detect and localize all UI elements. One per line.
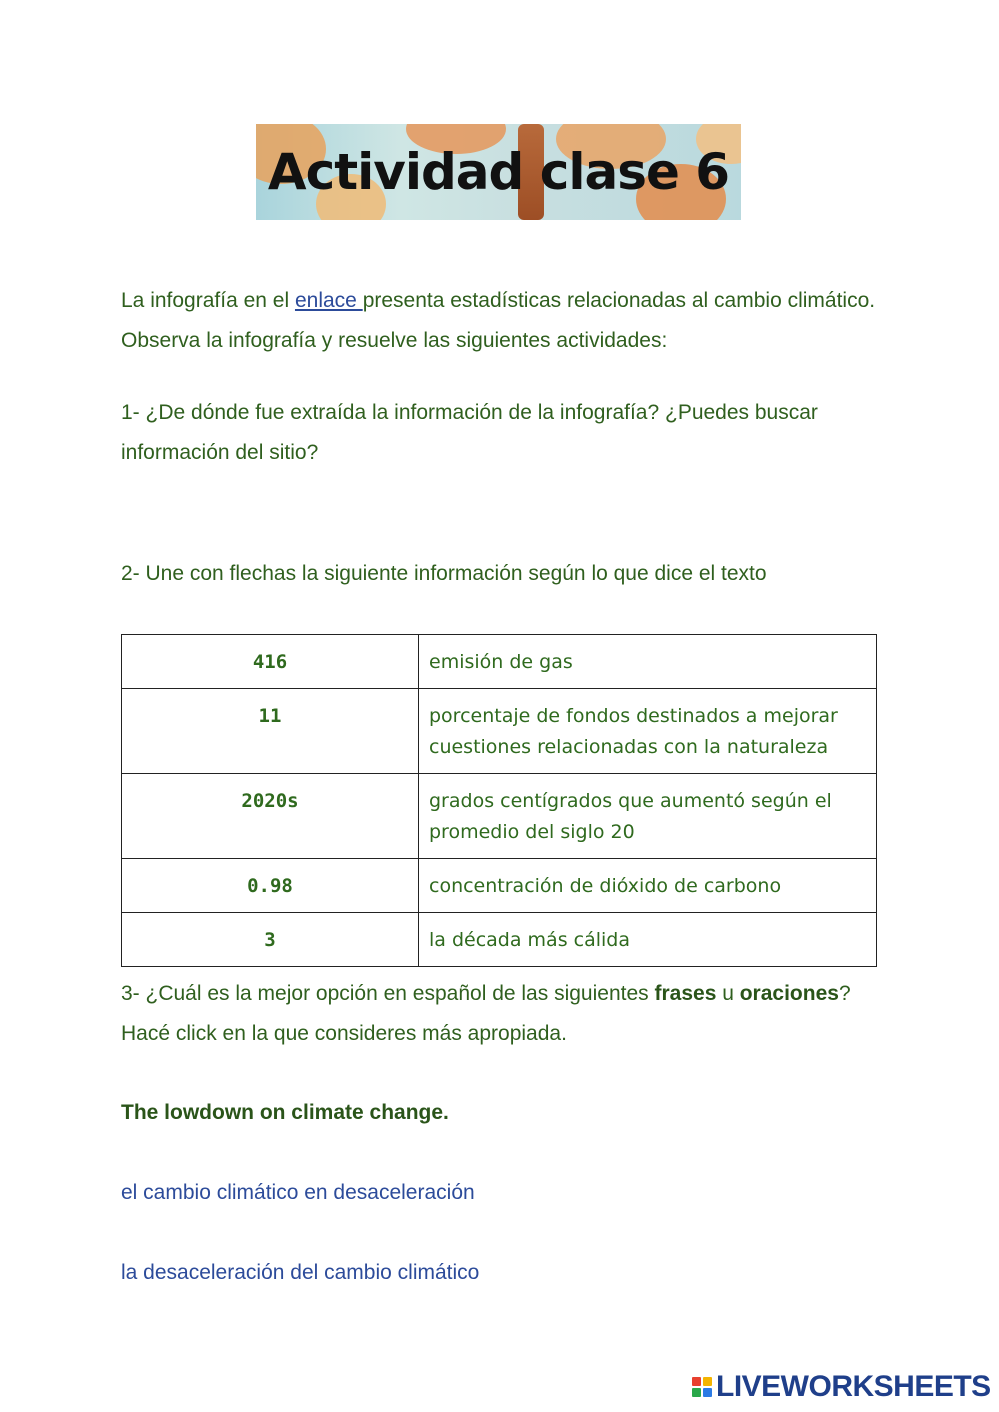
table-cell-number: 416	[122, 635, 419, 689]
intro-paragraph	[121, 281, 881, 361]
english-phrase: The lowdown on climate change.	[121, 1101, 449, 1124]
question-1: 1- ¿De dónde fue extraída la información de la infografía? ¿Puedes buscar información del sitio?	[121, 401, 818, 464]
liveworksheets-wordmark: LIVEWORKSHEETS	[716, 1370, 991, 1403]
table-cell-description: concentración de dióxido de carbono	[419, 859, 877, 913]
q3-text-2: u	[716, 982, 740, 1005]
table-row	[122, 635, 877, 689]
table-cell-number: 11	[122, 689, 419, 774]
table-row	[122, 689, 877, 774]
matching-table	[121, 634, 877, 967]
enlace-link[interactable]: enlace	[294, 289, 363, 312]
table-cell-description: grados centígrados que aumentó según el promedio del siglo 20	[419, 774, 877, 859]
question-2: 2- Une con flechas la siguiente información según lo que dice el texto	[121, 562, 767, 585]
title-banner	[256, 124, 741, 220]
q3-bold-oraciones: oraciones	[739, 982, 839, 1005]
q3-text-3: ? Hacé click en la que consideres más apropiada.	[121, 982, 851, 1045]
question-3	[121, 974, 881, 1054]
q3-text-1: 3- ¿Cuál es la mejor opción en español de las siguientes	[121, 982, 655, 1005]
table-cell-description: porcentaje de fondos destinados a mejorar cuestiones relacionadas con la naturaleza	[419, 689, 877, 774]
q3-bold-frases: frases	[654, 982, 717, 1005]
table-cell-description: la década más cálida	[419, 913, 877, 967]
table-cell-number: 0.98	[122, 859, 419, 913]
table-row	[122, 913, 877, 967]
liveworksheets-logo	[692, 1372, 991, 1402]
table-cell-description: emisión de gas	[419, 635, 877, 689]
table-row	[122, 774, 877, 859]
table-cell-number: 3	[122, 913, 419, 967]
banner-title: Actividad clase 6	[267, 143, 730, 201]
liveworksheets-mark-icon	[692, 1377, 712, 1397]
option-2[interactable]: la desaceleración del cambio climático	[121, 1261, 480, 1284]
table-row	[122, 859, 877, 913]
intro-text-end: presenta estadísticas relacionadas al cambio climático. Observa la infografía y resuelve las siguientes actividades:	[121, 289, 876, 352]
table-cell-number: 2020s	[122, 774, 419, 859]
intro-text-start: La infografía en el	[121, 289, 295, 312]
option-1[interactable]: el cambio climático en desaceleración	[121, 1181, 475, 1204]
